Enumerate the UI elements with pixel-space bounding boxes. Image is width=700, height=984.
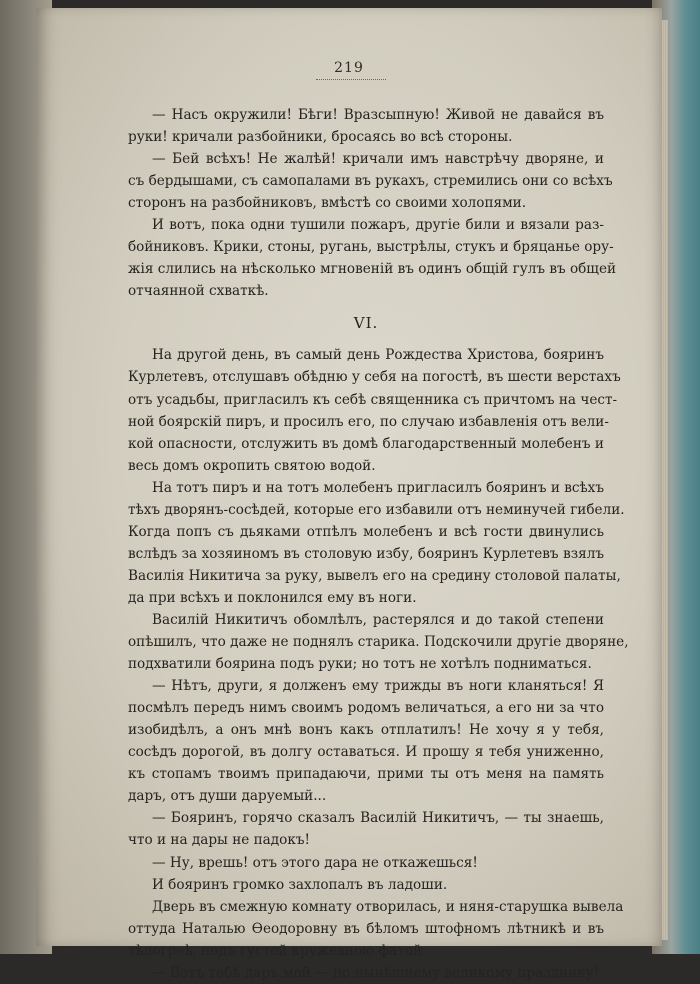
text-line: сосѣдъ дорогой, въ долгу оставаться. И прошу я тебя униженно, [128, 744, 604, 761]
text-line: И вотъ, пока одни тушили пожаръ, другіе били и вязали раз- [152, 217, 604, 234]
text-line: — Бей всѣхъ! Не жалѣй! кричали имъ навстрѣчу дворяне, и [152, 151, 604, 168]
paragraph [128, 962, 604, 984]
page-number-rule [316, 79, 386, 80]
chapter-heading: VI. [353, 314, 379, 333]
text-line: тѣхъ дворянъ-сосѣдей, которые его избавили отъ неминучей гибели. [128, 501, 625, 518]
text-line: На тотъ пиръ и на тотъ молебенъ пригласилъ бояринъ и всѣхъ [152, 479, 604, 496]
text-line: — Ну, врешь! отъ этого дара не откажешься! [152, 854, 478, 871]
text-line: даръ, отъ души даруемый... [128, 788, 327, 805]
section-after-heading [128, 344, 629, 983]
paragraph [128, 807, 604, 851]
text-line: жія слились на нѣсколько мгновеній въ одинъ общій гулъ въ общей [128, 261, 617, 278]
paragraph [128, 874, 604, 896]
text-line: Дверь въ смежную комнату отворилась, и няня-старушка вывела [152, 898, 624, 915]
text-line: — Нѣтъ, други, я долженъ ему трижды въ ноги кланяться! Я [152, 678, 604, 695]
text-line: сторонъ на разбойниковъ, вмѣстѣ со своими холопями. [128, 195, 527, 212]
text-line: посмѣлъ передъ нимъ своимъ родомъ величаться, а его ни за что [128, 700, 604, 717]
section-before-heading [128, 104, 617, 302]
text-line: оттуда Наталью Өеодоровну въ бѣломъ штофномъ лѣтникѣ и въ [128, 920, 604, 937]
text-line: отъ усадьбы, пригласилъ къ себѣ священника съ причтомъ на чест- [128, 391, 618, 408]
text-line: да при всѣхъ и поклонился ему въ ноги. [128, 589, 417, 606]
paragraph [128, 477, 625, 609]
page-number: 219 [334, 60, 364, 76]
paragraph [128, 609, 629, 675]
text-line: Курлетевъ, отслушавъ обѣдню у себя на погостѣ, въ шести верстахъ [128, 369, 621, 386]
text-line: подхватили боярина подъ руки; но тотъ не хотѣлъ подниматься. [128, 656, 592, 673]
text-line: ной боярскій пиръ, и просилъ его, по случаю избавленія отъ вели- [128, 413, 609, 430]
paragraph [128, 896, 624, 962]
text-line: отчаянной схваткѣ. [128, 283, 269, 300]
text-line: весь домъ окропить святою водой. [128, 457, 376, 474]
text-line: къ стопамъ твоимъ припадаючи, прими ты отъ меня на память [128, 766, 604, 783]
text-line: съ бердышами, съ самопалами въ рукахъ, стремились они со всѣхъ [128, 173, 613, 190]
paragraph [128, 852, 604, 874]
text-line: На другой день, въ самый день Рождества Христова, бояринъ [152, 347, 604, 364]
paragraph [128, 148, 613, 214]
text-line: опѣшилъ, что даже не поднялъ старика. Подскочили другіе дворяне, [128, 634, 629, 651]
paragraph [128, 344, 621, 476]
text-line: Когда попъ съ дьяками отпѣлъ молебенъ и всѣ гости двинулись [128, 523, 604, 540]
paragraph [128, 675, 604, 807]
text-line: что и на дары не падокъ! [128, 832, 310, 849]
text-line: — Вотъ тебѣ даръ мой — по нынѣшнему великому празднику! [152, 964, 600, 981]
text-line: Василія Никитича за руку, вывелъ его на средину столовой палаты, [128, 567, 621, 584]
text-line: кой опасности, отслужить въ домѣ благодарственный молебенъ и [128, 435, 604, 452]
text-line: Василій Никитичъ обомлѣлъ, растерялся и до такой степени [152, 611, 604, 628]
text-line: — Насъ окружили! Бѣги! Вразсыпную! Живой не давайся въ [152, 107, 604, 123]
text-line: бойниковъ. Крики, стоны, ругань, выстрѣлы, стукъ и бряцанье ору- [128, 239, 614, 256]
text-line: тѣлогреѣ, подъ густой кружевною фатой. [128, 942, 427, 959]
text-line: И бояринъ громко захлопалъ въ ладоши. [152, 876, 448, 893]
text-line: вслѣдъ за хозяиномъ въ столовую избу, бояринъ Курлетевъ взялъ [128, 545, 604, 562]
text-line: изобидѣлъ, а онъ мнѣ вонъ какъ отплатилъ! Не хочу я у тебя, [128, 722, 604, 739]
text-line: — Бояринъ, горячо сказалъ Василій Никитичъ, — ты знаешь, [152, 810, 604, 827]
paragraph [128, 104, 604, 148]
book-page [36, 8, 662, 981]
paragraph [128, 214, 617, 302]
text-line: руки! кричали разбойники, бросаясь во всѣ стороны. [128, 129, 513, 146]
body-text [128, 104, 629, 984]
